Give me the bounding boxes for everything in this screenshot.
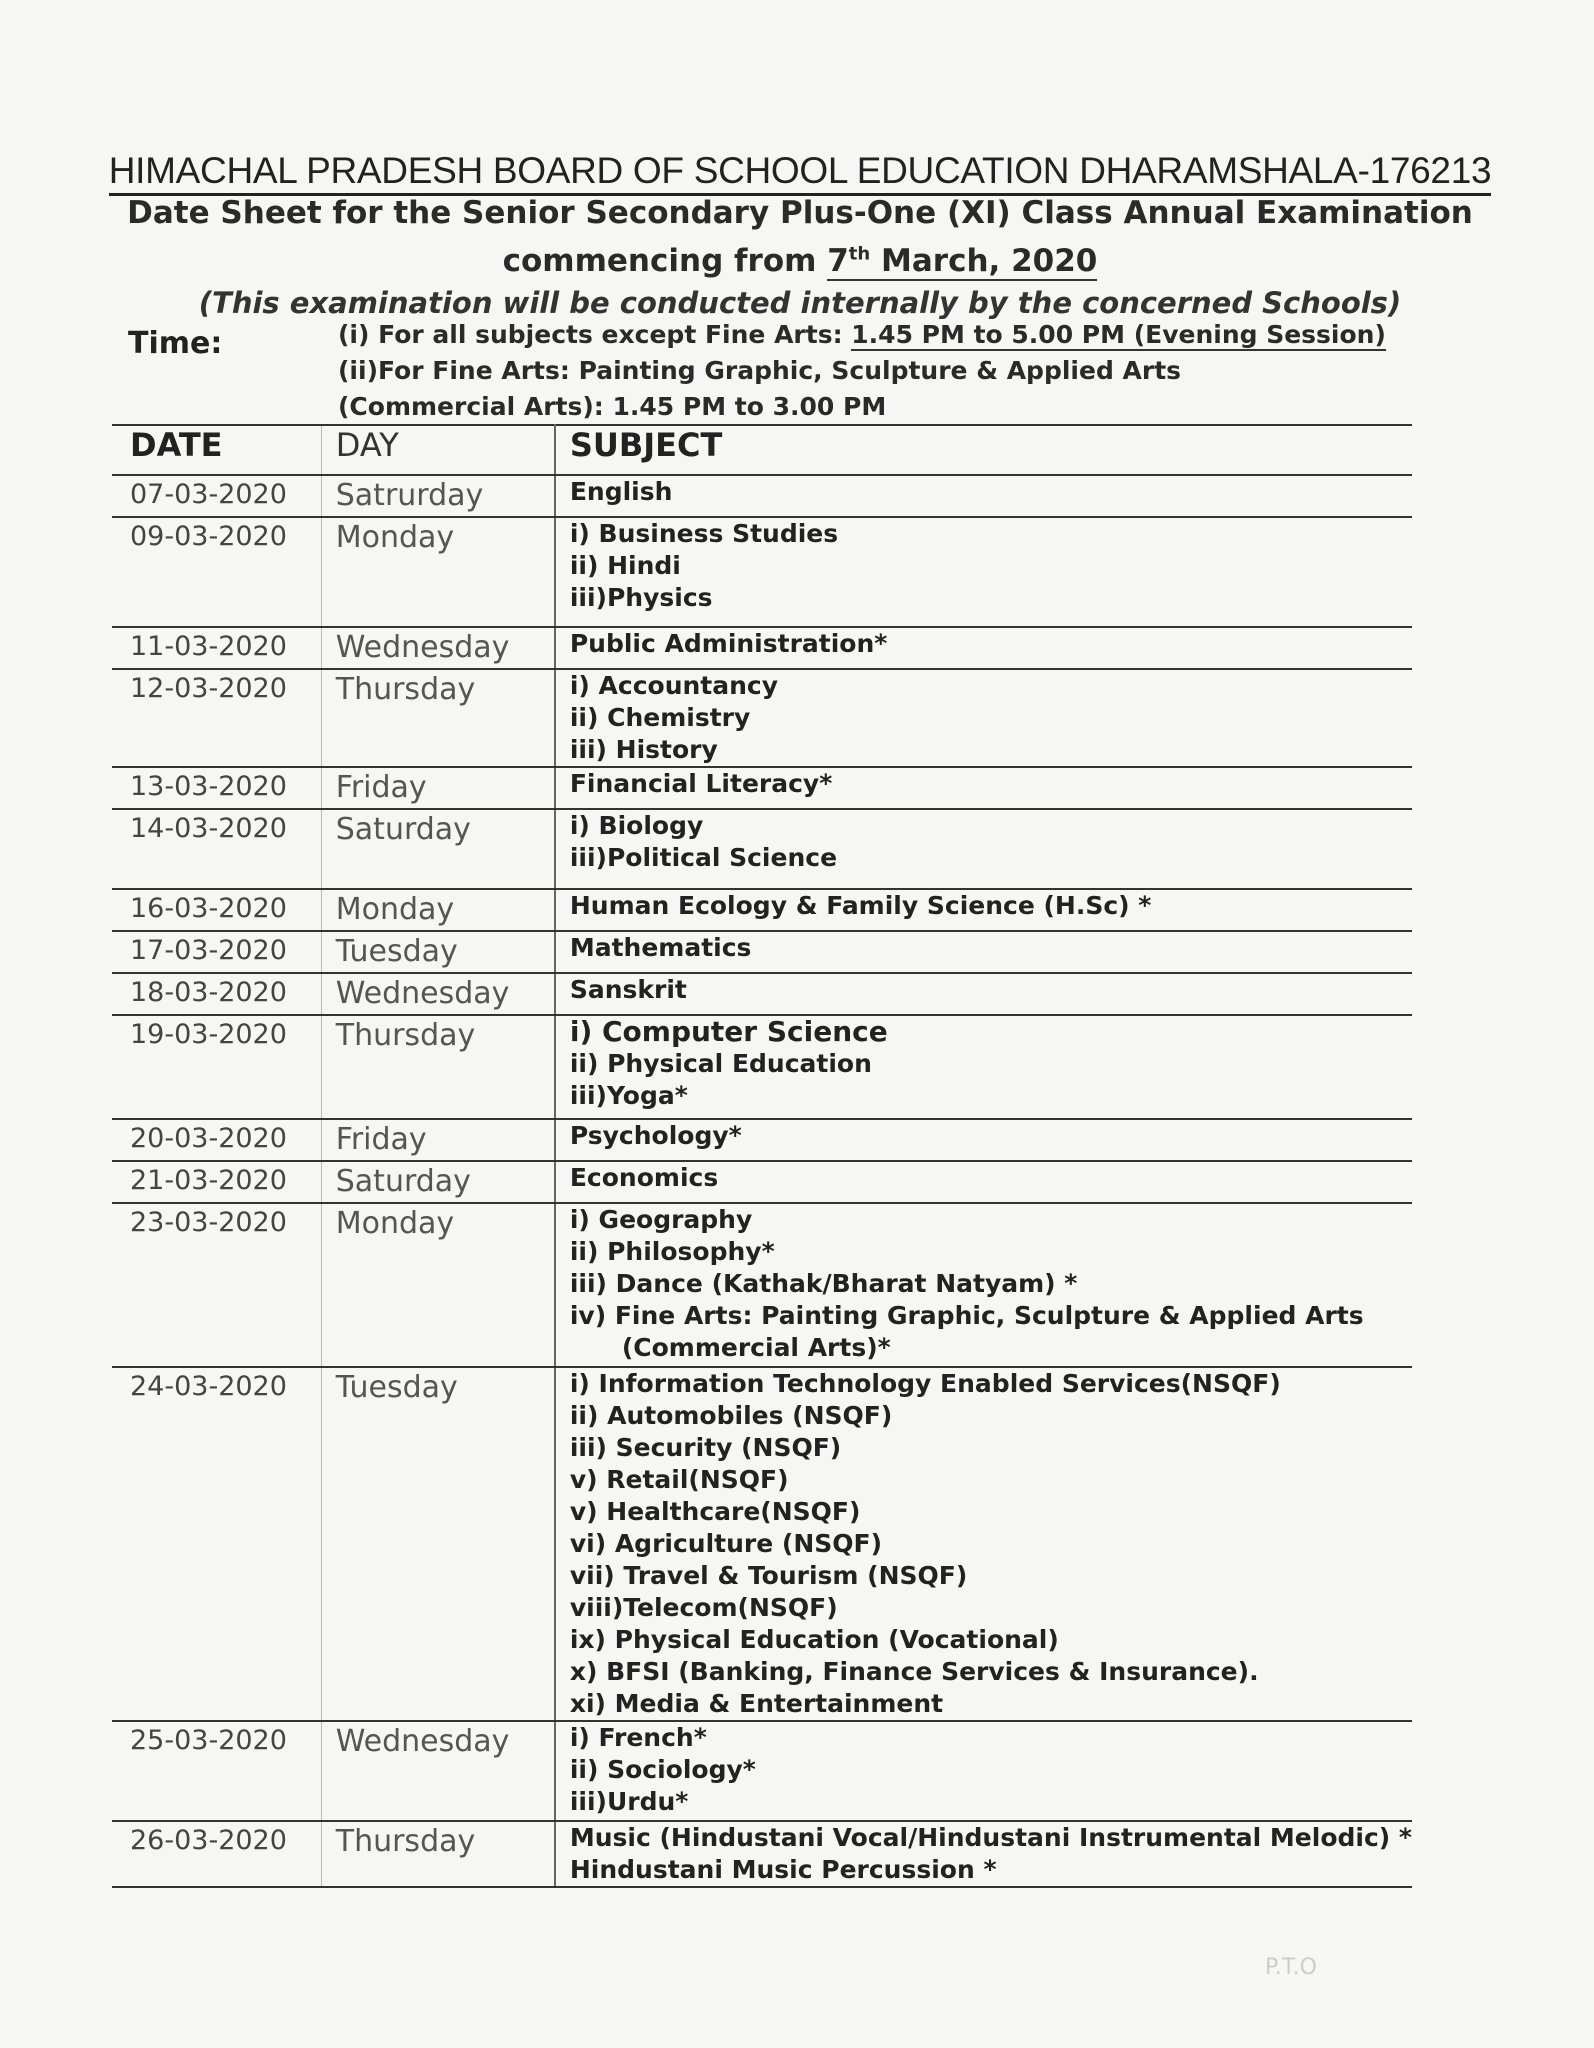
row-date-cell xyxy=(112,627,321,669)
row-day-cell xyxy=(321,1203,555,1367)
subject-item: iii)Urdu* xyxy=(569,1787,689,1816)
time-line-fine-arts: (ii)For Fine Arts: Painting Graphic, Sculpture & Applied Arts xyxy=(338,356,1182,385)
row-day-cell xyxy=(321,669,555,767)
row-subject-cell xyxy=(555,889,1412,931)
exam-date: 23-03-2020 xyxy=(130,1207,287,1238)
subject-item: vi) Agriculture (NSQF) xyxy=(569,1529,883,1558)
exam-date: 16-03-2020 xyxy=(130,893,287,924)
subject-item: v) Healthcare(NSQF) xyxy=(569,1497,861,1526)
row-day-cell xyxy=(321,1015,555,1119)
row-date-cell xyxy=(112,1367,321,1721)
subject-item: ix) Physical Education (Vocational) xyxy=(569,1625,1059,1654)
row-day-cell xyxy=(321,1161,555,1203)
row-day-cell xyxy=(321,1721,555,1821)
exam-day: Thursday xyxy=(335,1018,476,1053)
row-subject-cell xyxy=(555,1721,1412,1821)
row-date-cell xyxy=(112,931,321,973)
subject-item: ii) Physical Education xyxy=(569,1049,872,1078)
subject-item: i) Biology xyxy=(569,811,704,840)
row-subject-cell xyxy=(555,627,1412,669)
subject-item: Sanskrit xyxy=(569,975,687,1004)
subject-item: Human Ecology & Family Science (H.Sc) * xyxy=(569,891,1152,920)
row-date-cell xyxy=(112,1821,321,1887)
subject-item: Hindustani Music Percussion * xyxy=(569,1855,997,1884)
exam-date: 25-03-2020 xyxy=(130,1725,287,1756)
row-day-cell xyxy=(321,973,555,1015)
table-row xyxy=(112,1821,1412,1887)
table-row xyxy=(112,809,1412,889)
row-day-cell xyxy=(321,475,555,517)
subject-item: iii)Political Science xyxy=(569,843,838,872)
table-row xyxy=(112,1161,1412,1203)
subject-item: ii) Chemistry xyxy=(569,703,751,732)
row-date-cell xyxy=(112,889,321,931)
row-date-cell xyxy=(112,1721,321,1821)
subject-item: English xyxy=(569,477,673,506)
row-date-cell xyxy=(112,973,321,1015)
subject-item: i) Accountancy xyxy=(569,671,779,700)
exam-day: Saturday xyxy=(335,812,471,847)
row-date-cell xyxy=(112,517,321,627)
row-subject-cell xyxy=(555,1203,1412,1367)
header-subject: SUBJECT xyxy=(555,425,1412,475)
commencing-line: commencing from 7th March, 2020 xyxy=(502,243,1098,279)
table-row xyxy=(112,973,1412,1015)
subject-item: Financial Literacy* xyxy=(569,769,833,798)
row-subject-cell xyxy=(555,1161,1412,1203)
row-day-cell xyxy=(321,1119,555,1161)
row-date-cell xyxy=(112,669,321,767)
exam-date: 09-03-2020 xyxy=(130,521,287,552)
exam-date: 12-03-2020 xyxy=(130,673,287,704)
subject-item: vii) Travel & Tourism (NSQF) xyxy=(569,1561,968,1590)
exam-date: 18-03-2020 xyxy=(130,977,287,1008)
exam-date: 24-03-2020 xyxy=(130,1371,287,1402)
subject-item: i) Computer Science xyxy=(569,1015,888,1048)
row-date-cell xyxy=(112,1119,321,1161)
exam-date: 26-03-2020 xyxy=(130,1825,287,1856)
subject-item: i) French* xyxy=(569,1723,707,1752)
subject-item: i) Information Technology Enabled Services(NSQF) xyxy=(569,1369,1281,1398)
row-date-cell xyxy=(112,1203,321,1367)
table-row xyxy=(112,931,1412,973)
exam-day: Friday xyxy=(335,1122,427,1157)
time-line-general: (i) For all subjects except Fine Arts: 1.45 PM to 5.00 PM (Evening Session) xyxy=(338,320,1386,349)
header-date: DATE xyxy=(112,425,321,475)
table-row xyxy=(112,627,1412,669)
row-subject-cell xyxy=(555,931,1412,973)
row-day-cell xyxy=(321,889,555,931)
row-subject-cell xyxy=(555,475,1412,517)
exam-day: Friday xyxy=(335,770,427,805)
table-row xyxy=(112,475,1412,517)
pto-mark: P.T.O xyxy=(1265,1955,1317,1980)
exam-day: Thursday xyxy=(335,672,476,707)
table-row xyxy=(112,1015,1412,1119)
row-day-cell xyxy=(321,931,555,973)
subject-item: iii)Yoga* xyxy=(569,1081,688,1110)
exam-day: Thursday xyxy=(335,1824,476,1859)
subject-item: i) Geography xyxy=(569,1205,753,1234)
subject-item: Music (Hindustani Vocal/Hindustani Instrumental Melodic) * xyxy=(569,1823,1412,1852)
row-day-cell xyxy=(321,517,555,627)
row-subject-cell xyxy=(555,767,1412,809)
subject-item: iii) Security (NSQF) xyxy=(569,1433,842,1462)
row-day-cell xyxy=(321,627,555,669)
exam-day: Tuesday xyxy=(335,934,458,969)
table-row xyxy=(112,669,1412,767)
row-subject-cell xyxy=(555,517,1412,627)
exam-schedule-table xyxy=(112,424,1412,1888)
exam-date: 20-03-2020 xyxy=(130,1123,287,1154)
subject-item: Public Administration* xyxy=(569,629,888,658)
subject-item: Economics xyxy=(569,1163,719,1192)
subject-item: (Commercial Arts)* xyxy=(621,1333,891,1362)
header-day: DAY xyxy=(321,425,555,475)
subject-item: iii) Dance (Kathak/Bharat Natyam) * xyxy=(569,1269,1078,1298)
subject-item: ii) Hindi xyxy=(569,551,681,580)
exam-day: Monday xyxy=(335,1206,455,1241)
time-label: Time: xyxy=(128,326,223,361)
board-name: HIMACHAL PRADESH BOARD OF SCHOOL EDUCATION DHARAMSHALA-176213 xyxy=(100,150,1500,192)
subject-item: iii) History xyxy=(569,735,718,764)
row-date-cell xyxy=(112,767,321,809)
subject-item: ii) Automobiles (NSQF) xyxy=(569,1401,893,1430)
table-row xyxy=(112,767,1412,809)
time-line-commercial-arts: (Commercial Arts): 1.45 PM to 3.00 PM xyxy=(338,392,887,421)
table-row xyxy=(112,889,1412,931)
exam-day: Wednesday xyxy=(335,976,510,1011)
row-subject-cell xyxy=(555,669,1412,767)
table-row xyxy=(112,517,1412,627)
table-row xyxy=(112,1119,1412,1161)
exam-date: 13-03-2020 xyxy=(130,771,287,802)
row-subject-cell xyxy=(555,1015,1412,1119)
row-subject-cell xyxy=(555,973,1412,1015)
row-day-cell xyxy=(321,809,555,889)
row-day-cell xyxy=(321,1821,555,1887)
subject-item: ii) Sociology* xyxy=(569,1755,756,1784)
row-subject-cell xyxy=(555,809,1412,889)
subject-item: Mathematics xyxy=(569,933,752,962)
exam-day: Tuesday xyxy=(335,1370,458,1405)
exam-day: Wednesday xyxy=(335,1724,510,1759)
table-row xyxy=(112,1203,1412,1367)
subject-item: xi) Media & Entertainment xyxy=(569,1689,944,1718)
exam-day: Satrurday xyxy=(335,478,484,513)
exam-day: Wednesday xyxy=(335,630,510,665)
row-date-cell xyxy=(112,1015,321,1119)
subject-item: x) BFSI (Banking, Finance Services & Insurance). xyxy=(569,1657,1259,1686)
row-day-cell xyxy=(321,767,555,809)
row-subject-cell xyxy=(555,1821,1412,1887)
exam-day: Monday xyxy=(335,520,455,555)
subject-item: viii)Telecom(NSQF) xyxy=(569,1593,838,1622)
row-date-cell xyxy=(112,475,321,517)
row-date-cell xyxy=(112,809,321,889)
subject-item: Psychology* xyxy=(569,1121,742,1150)
table-header-row xyxy=(112,425,1412,475)
row-subject-cell xyxy=(555,1367,1412,1721)
table-row xyxy=(112,1721,1412,1821)
subject-item: i) Business Studies xyxy=(569,519,839,548)
subject-item: ii) Philosophy* xyxy=(569,1237,775,1266)
exam-day: Monday xyxy=(335,892,455,927)
exam-date: 17-03-2020 xyxy=(130,935,287,966)
sheet-title: Date Sheet for the Senior Secondary Plus-One (XI) Class Annual Examination xyxy=(127,195,1473,231)
internal-exam-note: (This examination will be conducted internally by the concerned Schools) xyxy=(198,286,1402,320)
exam-date: 21-03-2020 xyxy=(130,1165,287,1196)
exam-date: 14-03-2020 xyxy=(130,813,287,844)
subject-item: iv) Fine Arts: Painting Graphic, Sculpture & Applied Arts xyxy=(569,1301,1364,1330)
row-subject-cell xyxy=(555,1119,1412,1161)
exam-date: 19-03-2020 xyxy=(130,1019,287,1050)
subject-item: iii)Physics xyxy=(569,583,713,612)
subject-item: v) Retail(NSQF) xyxy=(569,1465,789,1494)
exam-date: 07-03-2020 xyxy=(130,479,287,510)
exam-date: 11-03-2020 xyxy=(130,631,287,662)
table-row xyxy=(112,1367,1412,1721)
row-date-cell xyxy=(112,1161,321,1203)
exam-day: Saturday xyxy=(335,1164,471,1199)
row-day-cell xyxy=(321,1367,555,1721)
